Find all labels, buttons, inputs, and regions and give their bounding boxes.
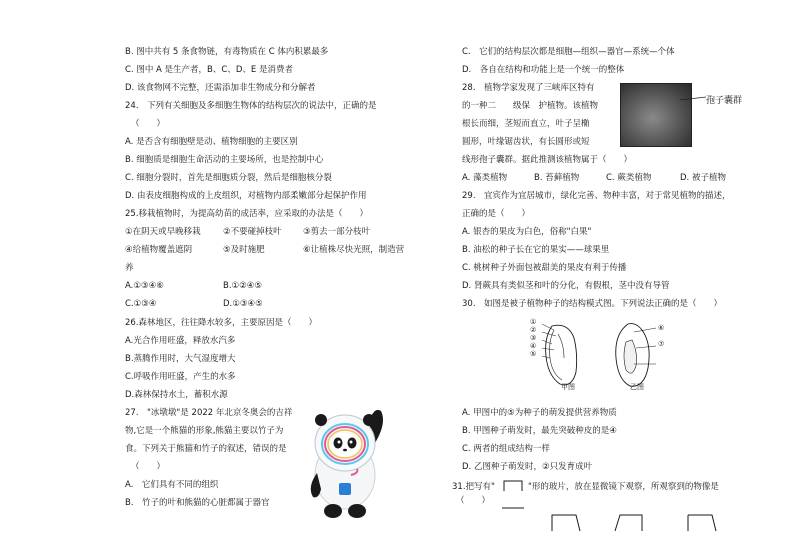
seed-label-4: ④	[530, 342, 537, 350]
spore-cluster-label: 孢子囊群	[706, 96, 743, 106]
q31-option-c-shape	[684, 511, 718, 533]
q26-option-b: B.蒸腾作用时，大气湿度增大	[125, 354, 236, 364]
q30-stem: 30. 如图是被子植物种子的结构模式图。下列说法正确的是（ ）	[462, 299, 723, 309]
seed-label-5: ⑤	[530, 350, 537, 358]
q28-stem-line-2: 的一种二 级保 护植物。该植物	[462, 101, 599, 111]
q31-option-b-shape	[612, 511, 646, 533]
q29-option-d: D. 肾蕨具有类似茎和叶的分化，有假根，茎中没有导管	[462, 281, 670, 291]
q28-option-b: B. 苔藓植物	[534, 173, 580, 183]
q28-stem-line-4: 圆形，叶缘锯齿状，有长圆形或短	[462, 137, 590, 147]
q31-option-a-shape	[548, 511, 582, 533]
q24-option-a: A. 是否含有细胞壁是动、植物细胞的主要区别	[125, 137, 298, 147]
q24-option-c: C. 细胞分裂时，首先是细胞质分裂，然后是细胞核分裂	[125, 173, 332, 183]
q27-option-c: C. 它们的结构层次都是细胞—组织—器官—系统—个体	[462, 47, 675, 57]
q23-option-d: D. 该食物网不完整，还需添加非生物成分和分解者	[125, 83, 316, 93]
seed-caption-a: 甲图	[561, 383, 575, 391]
q31-blank: （ ）	[456, 496, 491, 506]
q25-item-5: ⑤及时施肥	[223, 245, 265, 255]
q25-option-a: A.①③④⑥	[125, 281, 164, 291]
q27-blank: （ ）	[131, 462, 166, 472]
q26-option-a: A.光合作用旺盛，释放水汽多	[125, 336, 236, 346]
q25-item-6-cont: 养	[125, 263, 134, 273]
seed-label-3: ③	[530, 334, 537, 342]
q23-option-c: C. 图中 A 是生产者，B、C、D、E 是消费者	[125, 65, 293, 75]
q25-item-1: ①在阴天或早晚移栽	[125, 227, 201, 237]
q25-item-3: ③剪去一部分枝叶	[303, 227, 371, 237]
pointer-line	[680, 92, 708, 102]
q26-option-c: C.呼吸作用旺盛，产生的水多	[125, 372, 236, 382]
q29-option-c: C. 桃树种子外面包被甜美的果皮有利于传播	[462, 263, 627, 273]
q28-stem-line-3: 根长而细，茎短而直立，叶子呈椭	[462, 119, 590, 129]
q30-option-c: C. 两者的组成结构一样	[462, 444, 550, 454]
seed-label-1: ①	[530, 318, 537, 326]
q29-stem-line-2: 正确的是（ ）	[462, 209, 531, 219]
q28-stem-line-5: 线形孢子囊群。据此推测该植物属于（ ）	[462, 155, 633, 165]
q24-stem: 24. 下列有关细胞及多细胞生物体的结构层次的说法中，正确的是	[125, 101, 377, 111]
q26-option-d: D.森林保持水土，蓄积水源	[125, 390, 228, 400]
q27-option-a: A. 它们具有不同的组织	[125, 480, 219, 490]
q25-option-c: C.①③④	[125, 299, 157, 309]
seed-structure-diagram	[530, 318, 670, 394]
q30-option-a: A. 甲图中的⑤为种子的萌发提供营养物质	[462, 408, 617, 418]
q24-blank: （ ）	[131, 119, 166, 129]
q29-option-a: A. 银杏的果皮为白色，俗称"白果"	[462, 227, 592, 237]
seed-label-6: ⑥	[658, 324, 665, 332]
q29-stem-line-1: 29. 宜宾作为宜居城市，绿化完善、物种丰富，对于常见植物的描述，	[462, 191, 731, 201]
seed-b-corn	[616, 324, 656, 387]
q27-stem-line-2: 物,它是一个熊猫的形象,熊猫主要以竹子为	[125, 426, 284, 436]
q24-option-b: B. 细胞质是细胞生命活动的主要场所，也是控制中心	[125, 155, 324, 165]
q27-option-b: B. 竹子的叶和熊猫的心脏都属于器官	[125, 498, 270, 508]
q25-option-d: D.①③④⑤	[223, 299, 263, 309]
q28-option-a: A. 藻类植物	[462, 173, 508, 183]
bing-dwen-dwen-mascot-image	[305, 403, 393, 521]
q27-option-d: D. 各自在结构和功能上是一个统一的整体	[462, 65, 625, 75]
q29-option-b: B. 油松的种子长在它的果实——球果里	[462, 245, 610, 255]
seed-label-7: ⑦	[658, 340, 665, 348]
q24-option-d: D. 由表皮细胞构成的上皮组织，对植物内部柔嫩部分起保护作用	[125, 191, 367, 201]
q25-item-6: ⑥让植株尽快光照，制造营	[303, 245, 405, 255]
q23-option-b: B. 图中共有 5 条食物链，有毒物质在 C 体内积累最多	[125, 47, 329, 57]
q27-stem-line-3: 食。下列关于熊猫和竹子的叙述，错误的是	[125, 444, 287, 454]
q25-item-4: ④给植物覆盖遮阴	[125, 245, 193, 255]
q27-stem-line-1: 27. "冰墩墩"是 2022 年北京冬奥会的吉祥	[125, 408, 293, 418]
q25-option-b: B.①②④⑤	[223, 281, 263, 291]
seed-label-2: ②	[530, 326, 537, 334]
q28-option-c: C. 蕨类植物	[606, 173, 652, 183]
q31-stem-end: "形的玻片，放在显微镜下观察，所观察到的物像是	[528, 482, 719, 492]
q25-item-2: ②不要碰掉枝叶	[223, 227, 282, 237]
q28-option-d: D. 被子植物	[680, 173, 726, 183]
seed-caption-b: 乙图	[630, 383, 644, 391]
q30-option-d: D. 乙图种子萌发时，②只发育成叶	[462, 462, 593, 472]
seed-a-bean	[542, 324, 577, 385]
q30-option-b: B. 甲图种子萌发时，最先突破种皮的是④	[462, 426, 617, 436]
q31-glass-slide-glyph	[500, 477, 526, 511]
q25-stem: 25.移栽植物时，为提高幼苗的成活率，应采取的办法是（ ）	[125, 209, 369, 219]
q26-stem: 26.森林地区，往往降水较多，主要原因是（ ）	[125, 318, 318, 328]
q31-stem-start: 31.把写有"	[452, 482, 495, 492]
q28-stem-line-1: 28. 植物学家发现了三峡库区特有	[462, 83, 595, 93]
